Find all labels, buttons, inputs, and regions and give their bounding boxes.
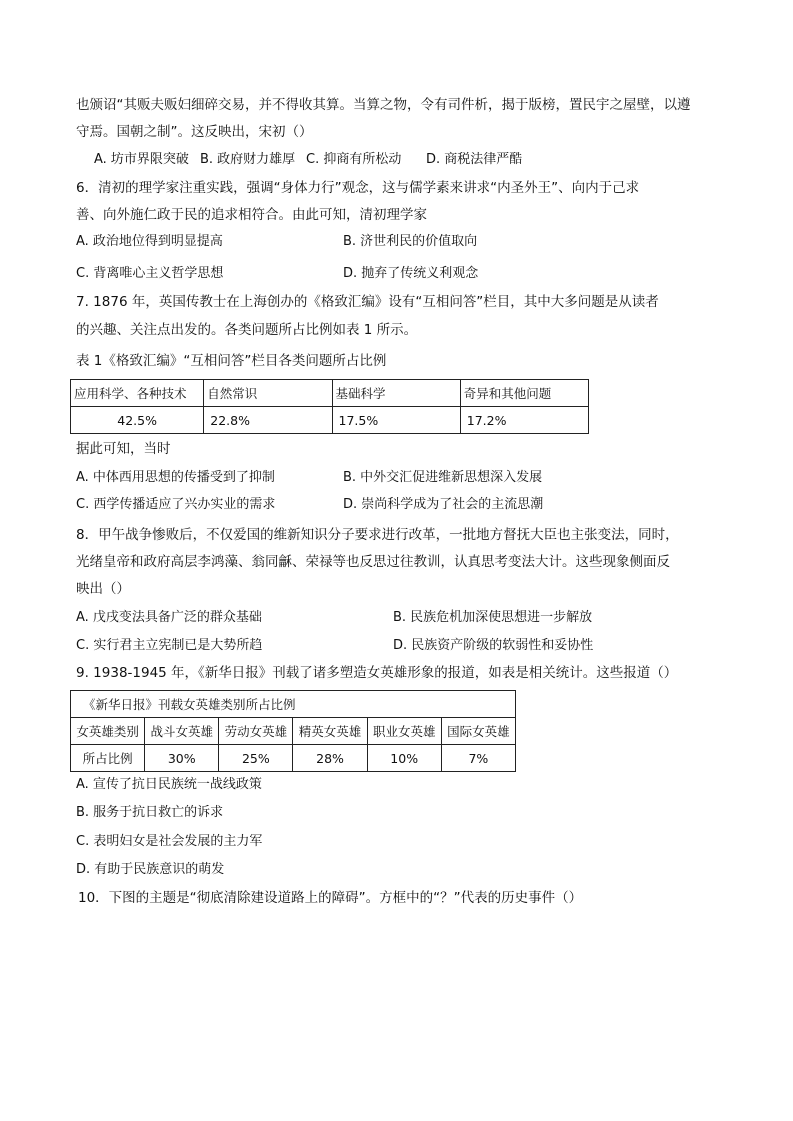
table-cell: 42.5% <box>71 407 204 434</box>
q7-option-b: B. 中外交汇促进维新思想深入发展 <box>343 470 543 485</box>
q5-text-line2: 守焉。国朝之制”。这反映出，宋初（） <box>76 124 313 140</box>
q7-text-line1: 7. 1876 年，英国传教士在上海创办的《格致汇编》设有“互相问答”栏目，其中大多问题是从读者 <box>76 294 659 310</box>
table-header-cell: 劳动女英雄 <box>219 718 293 745</box>
q5-text-line1: 也颁诏“其贩夫贩妇细碎交易，并不得收其算。当算之物，令有司件析，揭于版榜，置民宇之屋壁，以遵 <box>76 97 691 113</box>
q8-option-d: D. 民族资产阶级的软弱性和妥协性 <box>393 638 594 653</box>
q8-option-b: B. 民族危机加深使思想进一步解放 <box>393 610 593 625</box>
table-row <box>71 745 516 772</box>
q9-option-d: D. 有助于民族意识的萌发 <box>76 862 225 877</box>
table-header-cell: 奇异和其他问题 <box>460 380 588 407</box>
q9-option-c: C. 表明妇女是社会发展的主力军 <box>76 834 263 849</box>
table-header-cell: 基础科学 <box>332 380 460 407</box>
q8-text-line3: 映出（） <box>76 581 130 597</box>
table-row <box>71 718 516 745</box>
table-cell: 10% <box>367 745 441 772</box>
q5-option-d: D. 商税法律严酷 <box>426 152 523 167</box>
table-header-cell: 应用科学、各种技术 <box>71 380 204 407</box>
q8-text-line1: 8．甲午战争惨败后，不仅爱国的维新知识分子要求进行改革，一批地方督抚大臣也主张变法，同时， <box>76 527 679 543</box>
table-caption: 《新华日报》刊载女英雄类别所占比例 <box>71 691 516 718</box>
table-header-cell: 自然常识 <box>204 380 332 407</box>
table-cell: 所占比例 <box>71 745 145 772</box>
q8-option-c: C. 实行君主立宪制已是大势所趋 <box>76 638 263 653</box>
table-header-cell: 女英雄类别 <box>71 718 145 745</box>
table-row <box>71 407 589 434</box>
q6-option-b: B. 济世利民的价值取向 <box>343 234 478 249</box>
table-cell: 22.8% <box>204 407 332 434</box>
table-row <box>71 380 589 407</box>
table-header-cell: 精英女英雄 <box>293 718 367 745</box>
table-header-cell: 职业女英雄 <box>367 718 441 745</box>
q9-option-a: A. 宣传了抗日民族统一战线政策 <box>76 777 262 792</box>
q9-table <box>70 690 516 772</box>
q9-option-b: B. 服务于抗日救亡的诉求 <box>76 805 224 820</box>
table-header-cell: 战斗女英雄 <box>145 718 219 745</box>
q6-option-a: A. 政治地位得到明显提高 <box>76 234 223 249</box>
q9-text-line1: 9. 1938-1945 年，《新华日报》刊载了诸多塑造女英雄形象的报道，如表是相关统计。这些报道（） <box>76 665 678 681</box>
q7-option-a: A. 中体西用思想的传播受到了抑制 <box>76 470 275 485</box>
q6-text-line2: 善、向外施仁政于民的追求相符合。由此可知，清初理学家 <box>76 207 427 223</box>
q5-option-c: C. 抑商有所松动 <box>306 152 402 167</box>
table-row <box>71 691 516 718</box>
table-cell: 7% <box>441 745 515 772</box>
table-header-cell: 国际女英雄 <box>441 718 515 745</box>
table-cell: 30% <box>145 745 219 772</box>
q7-option-d: D. 崇尚科学成为了社会的主流思潮 <box>343 497 544 512</box>
q7-after-text: 据此可知，当时 <box>76 441 171 457</box>
q8-option-a: A. 戊戌变法具备广泛的群众基础 <box>76 610 262 625</box>
q7-table <box>70 379 589 434</box>
table-cell: 25% <box>219 745 293 772</box>
q7-text-line2: 的兴趣、关注点出发的。各类问题所占比例如表 1 所示。 <box>76 322 418 338</box>
table-cell: 17.5% <box>332 407 460 434</box>
q6-option-c: C. 背离唯心主义哲学思想 <box>76 266 224 281</box>
q8-text-line2: 光绪皇帝和政府高层李鸿藻、翁同龢、荣禄等也反思过往教训，认真思考变法大计。这些现象侧面反 <box>76 554 670 570</box>
table-cell: 28% <box>293 745 367 772</box>
q7-option-c: C. 西学传播适应了兴办实业的需求 <box>76 497 276 512</box>
q6-text-line1: 6．清初的理学家注重实践，强调“身体力行”观念，这与儒学素来讲求“内圣外王”、向内于己求 <box>76 180 640 196</box>
q6-option-d: D. 抛弃了传统义利观念 <box>343 266 479 281</box>
q7-table-title: 表 1《格致汇编》“互相问答”栏目各类问题所占比例 <box>76 353 387 369</box>
table-cell: 17.2% <box>460 407 588 434</box>
q5-option-b: B. 政府财力雄厚 <box>200 152 296 167</box>
q5-option-a: A. 坊市界限突破 <box>94 152 189 167</box>
q10-text-line1: 10．下图的主题是“彻底清除建设道路上的障碍”。方框中的“？”代表的历史事件（） <box>78 890 583 906</box>
